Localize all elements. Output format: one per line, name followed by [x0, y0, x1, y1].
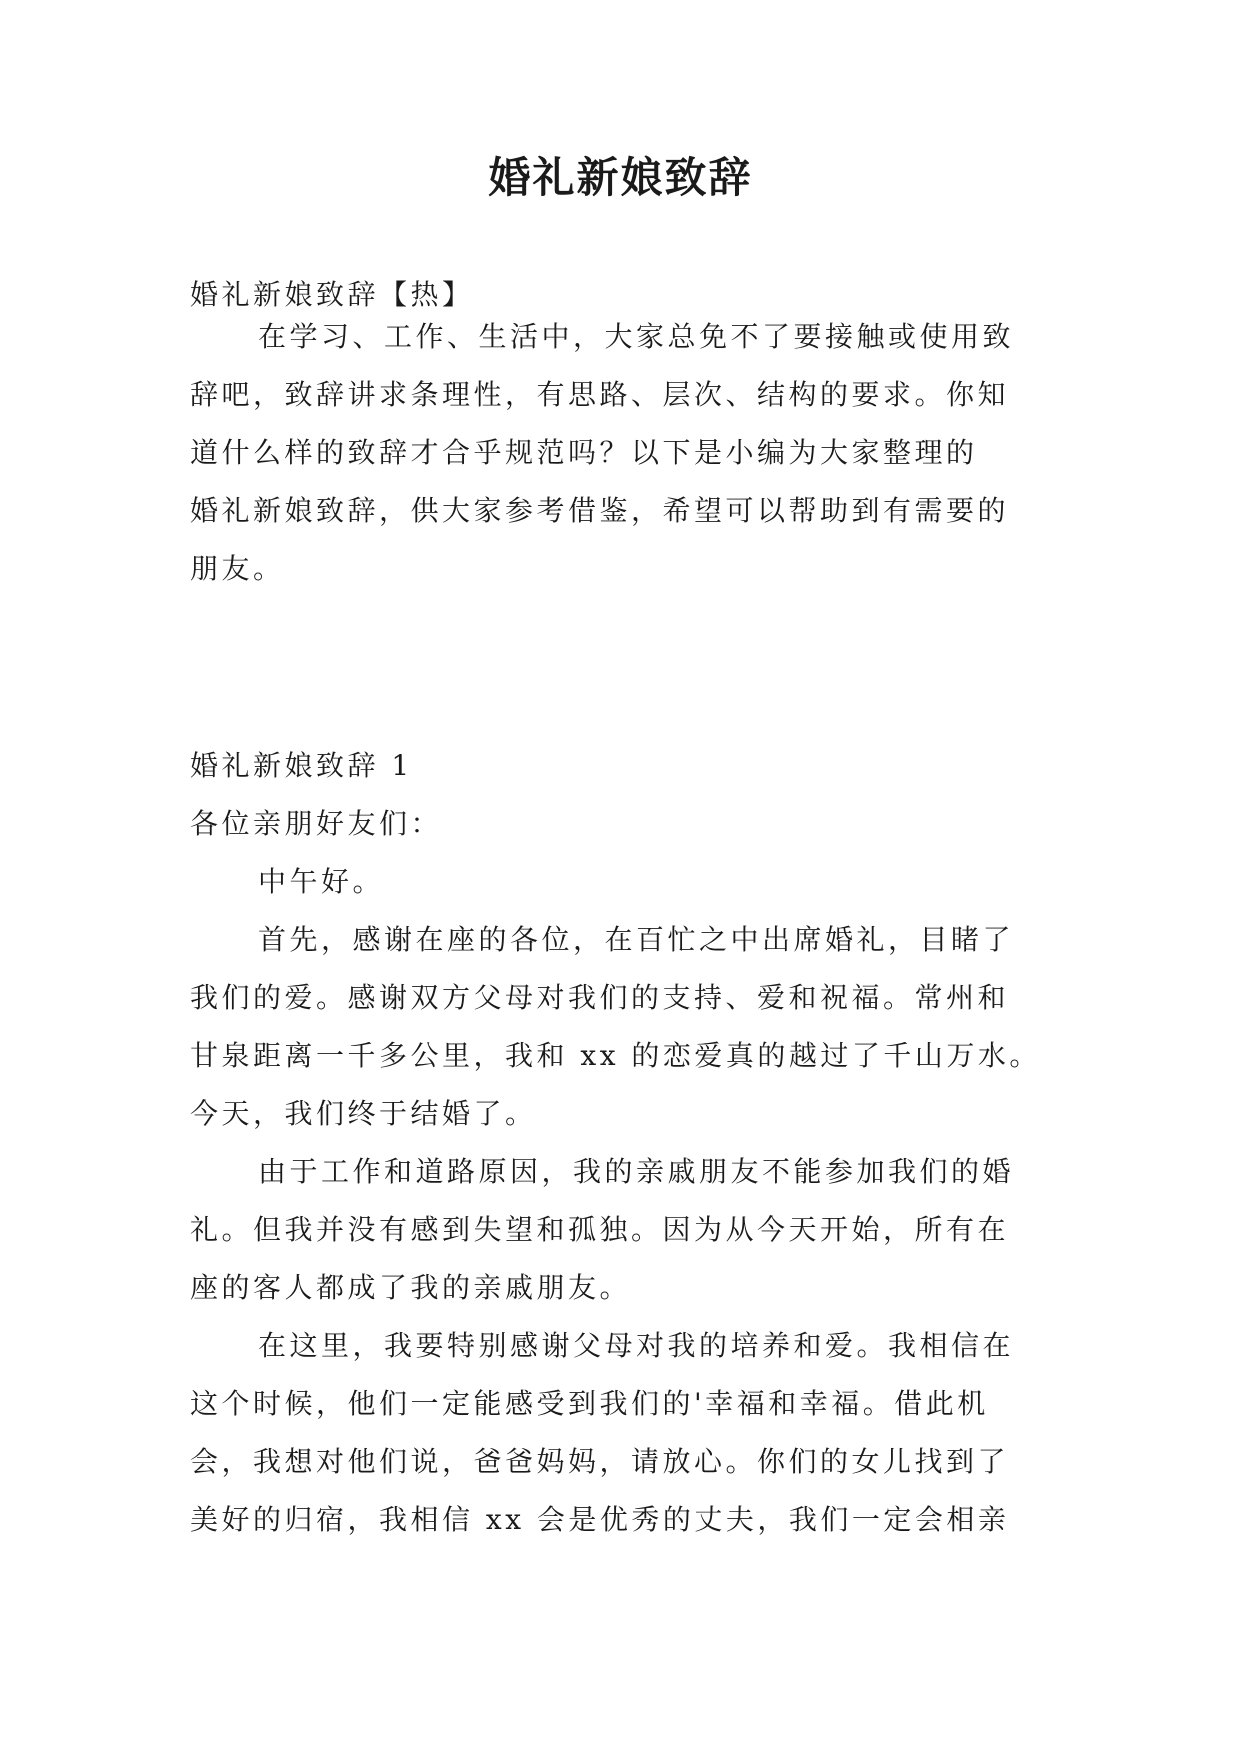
- paragraph3-line: 在这里，我要特别感谢父母对我的培养和爱。我相信在: [258, 1329, 1015, 1362]
- paragraph2-line: 座的客人都成了我的亲戚朋友。: [190, 1271, 632, 1304]
- greeting: 中午好。: [258, 865, 385, 898]
- salutation: 各位亲朋好友们：: [190, 807, 443, 840]
- intro-line: 朋友。: [190, 552, 285, 585]
- paragraph2-line: 礼。但我并没有感到失望和孤独。因为从今天开始，所有在: [190, 1213, 1010, 1246]
- paragraph1-line: 甘泉距离一千多公里，我和 xx 的恋爱真的越过了千山万水。: [190, 1039, 1041, 1072]
- intro-line: 辞吧，致辞讲求条理性，有思路、层次、结构的要求。你知: [190, 378, 1010, 411]
- section1-heading: 婚礼新娘致辞 1: [190, 749, 413, 782]
- section1-block: [190, 737, 1060, 1549]
- document-subtitle: 婚礼新娘致辞【热】: [190, 278, 474, 311]
- intro-line: 婚礼新娘致辞，供大家参考借鉴，希望可以帮助到有需要的: [190, 494, 1010, 527]
- paragraph1-line: 今天，我们终于结婚了。: [190, 1097, 537, 1130]
- document-title: 婚礼新娘致辞: [488, 153, 753, 202]
- paragraph2-line: 由于工作和道路原因，我的亲戚朋友不能参加我们的婚: [258, 1155, 1015, 1188]
- intro-line: 在学习、工作、生活中，大家总免不了要接触或使用致: [258, 320, 1015, 353]
- paragraph1-line: 首先，感谢在座的各位，在百忙之中出席婚礼，目睹了: [258, 923, 1015, 956]
- paragraph3-line: 美好的归宿，我相信 xx 会是优秀的丈夫，我们一定会相亲: [190, 1503, 1010, 1536]
- paragraph3-line: 这个时候，他们一定能感受到我们的'幸福和幸福。借此机: [190, 1387, 989, 1420]
- intro-line: 道什么样的致辞才合乎规范吗？以下是小编为大家整理的: [190, 436, 978, 469]
- paragraph1-line: 我们的爱。感谢双方父母对我们的支持、爱和祝福。常州和: [190, 981, 1010, 1014]
- intro-paragraph: [190, 308, 1060, 598]
- paragraph3-line: 会，我想对他们说，爸爸妈妈，请放心。你们的女儿找到了: [190, 1445, 1010, 1478]
